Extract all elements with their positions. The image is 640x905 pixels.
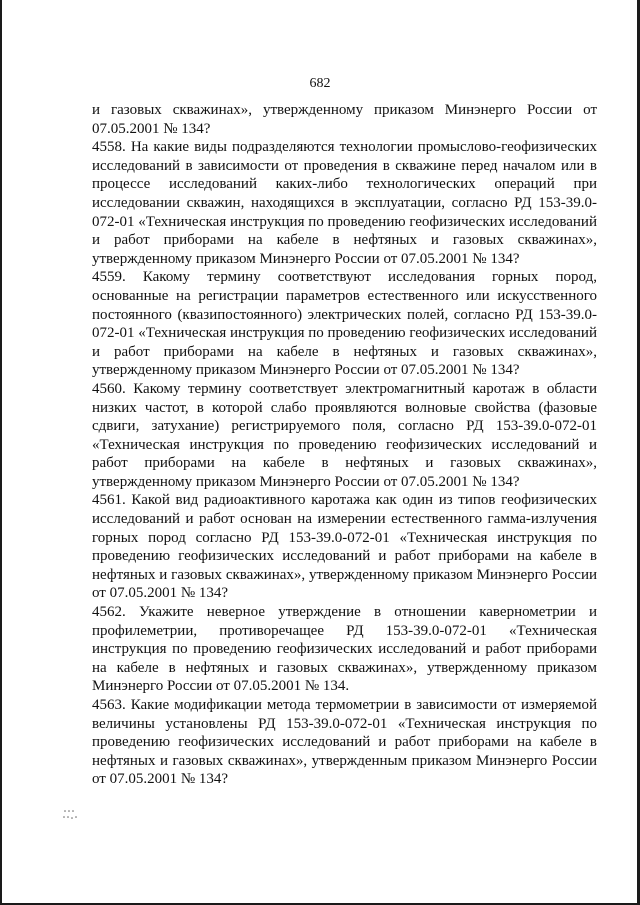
question-4562: 4562. Укажите неверное утверждение в отношении кавернометрии и профилеметрии, противоречащее РД 153-39.0-072-01 «Техническая инструкция по проведению геофизических исследований и работ приборами на кабеле в нефтяных и газовых скважинах», утвержденному приказом Минэнерго России от 07.05.2001 № 134.: [92, 604, 597, 695]
question-4561: 4561. Какой вид радиоактивного каротажа как один из типов геофизических исследований и работ основан на измерении естественного гамма-излучения горных пород согласно РД 153-39.0-072-01 «Техническая инструкция по проведению геофизических исследований и работ приборами на кабеле в нефтяных и газовых скважинах», утвержденному приказом Минэнерго России от 07.05.2001 № 134?: [92, 492, 597, 602]
scan-noise-marks: [62, 808, 90, 822]
question-4563: 4563. Какие модификации метода термометрии в зависимости от измеряемой величины установлены РД 153-39.0-072-01 «Техническая инструкция по проведению геофизических исследований и работ приборами на кабеле в нефтяных и газовых скважинах», утвержденным приказом Минэнерго России от 07.05.2001 № 134?: [92, 697, 597, 788]
document-body: [92, 101, 597, 789]
question-4558: 4558. На какие виды подразделяются технологии промыслово-геофизических исследований в зависимости от проведения в скважине перед началом или в процессе исследований каких-либо технологических операций при исследовании скважин, находящихся в эксплуатации, согласно РД 153-39.0-072-01 «Техническая инструкция по проведению геофизических исследований и работ приборами на кабеле в нефтяных и газовых скважинах», утвержденному приказом Минэнерго России от 07.05.2001 № 134?: [92, 139, 597, 267]
page-number: 682: [309, 76, 331, 91]
paragraph-continuation: и газовых скважинах», утвержденному приказом Минэнерго России от 07.05.2001 № 134?: [92, 102, 597, 137]
question-4559: 4559. Какому термину соответствуют исследования горных пород, основанные на регистрации параметров естественного или искусственного постоянного (квазипостоянного) электрических полей, согласно РД 153-39.0-072-01 «Техническая инструкция по проведению геофизических исследований и работ приборами на кабеле в нефтяных и газовых скважинах», утвержденному приказом Минэнерго России от 07.05.2001 № 134?: [92, 269, 597, 379]
scan-left-border: [0, 0, 2, 905]
question-4560: 4560. Какому термину соответствует электромагнитный каротаж в области низких частот, в которой слабо проявляются волновые свойства (фазовые сдвиги, затухание) регистрируемого поля, согласно РД 153-39.0-072-01 «Техническая инструкция по проведению геофизических исследований и работ приборами на кабеле в нефтяных и газовых скважинах», утвержденному приказом Минэнерго России от 07.05.2001 № 134?: [92, 380, 597, 490]
